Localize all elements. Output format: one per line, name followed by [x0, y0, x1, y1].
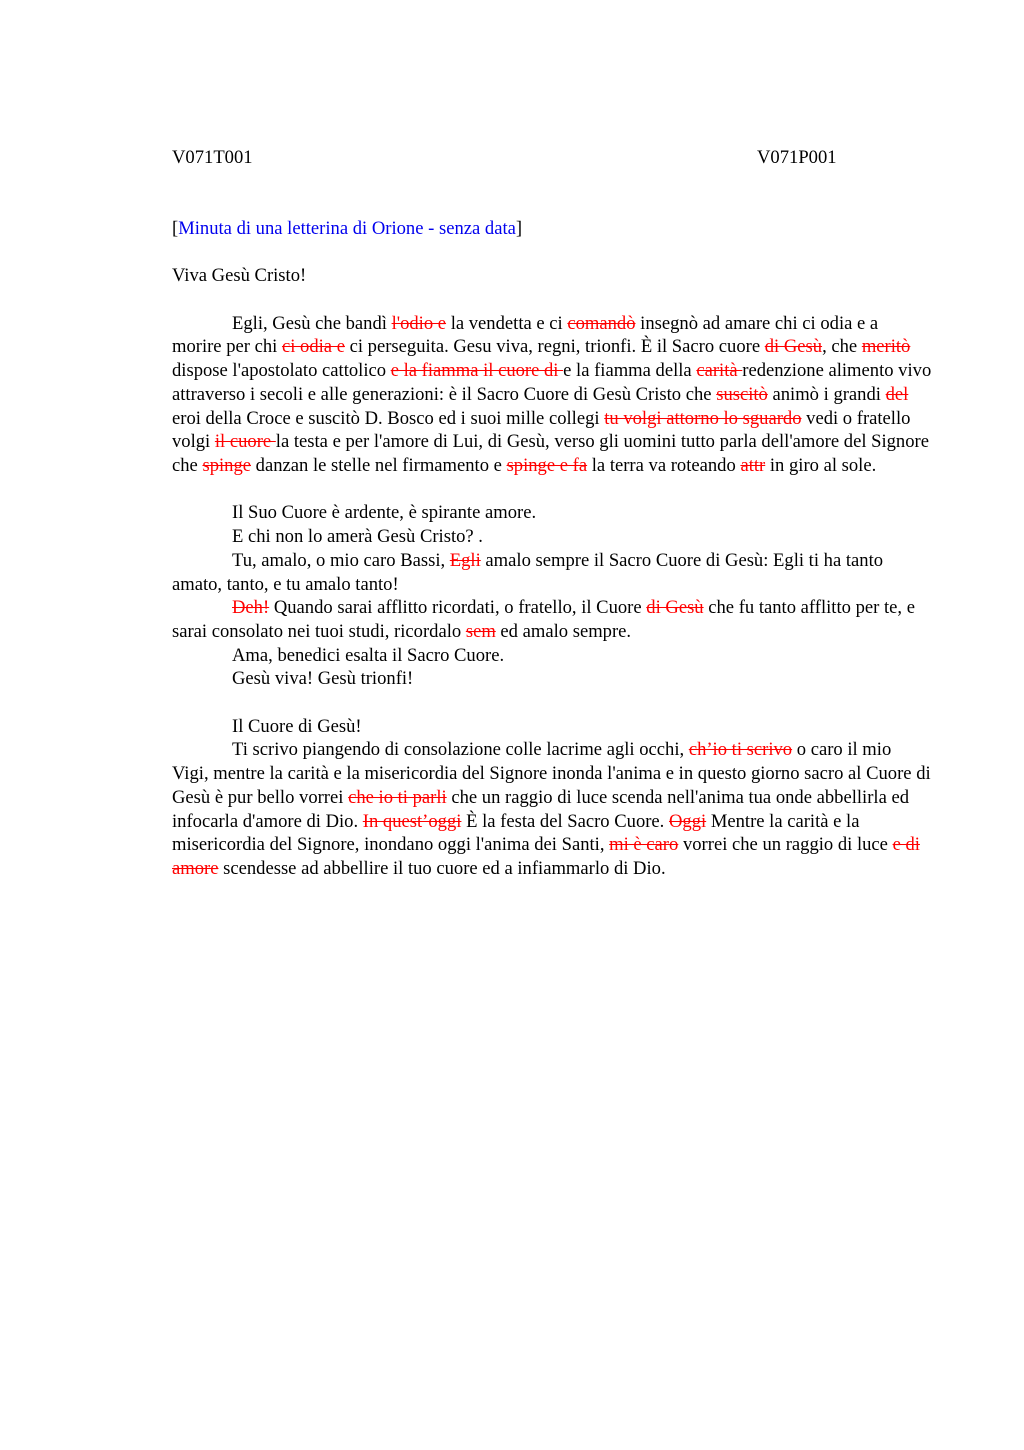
text-segment: eroi della Croce e suscitò D. Bosco ed i suoi mille collegi [172, 407, 605, 429]
title-open-bracket: [ [172, 218, 179, 239]
text-segment: animò i grandi [767, 383, 886, 405]
deleted-text: In quest’oggi [362, 810, 462, 832]
text-segment: che fu tanto afflitto per te, e sarai consolato nei tuoi studi, ricordalo [172, 597, 915, 642]
text-segment: Il Suo Cuore è ardente, è spirante amore. [232, 502, 537, 524]
deleted-text: mi è caro [609, 834, 679, 856]
deleted-text: del [885, 383, 909, 405]
letter-paragraphs [172, 312, 932, 881]
text-segment: scendesse ad abbellire il tuo cuore ed a infiammarlo di Dio. [218, 857, 666, 879]
text-segment: in giro al sole. [765, 455, 877, 476]
document-title [172, 217, 932, 241]
deleted-text: suscitò [716, 383, 768, 405]
text-segment: e la fiamma della [563, 360, 697, 382]
text-segment: Ama, benedici esalta il Sacro Cuore. [232, 644, 505, 666]
deleted-text: spinge [202, 455, 251, 476]
deleted-text: ch’io ti scrivo [688, 739, 793, 761]
paragraph [172, 312, 932, 478]
text-segment: ci perseguita. Gesu viva, regni, trionfi. È il Sacro cuore [344, 336, 765, 358]
text-segment: insegnò ad amare chi ci odia e a morire per chi [172, 312, 879, 358]
text-segment: È la festa del Sacro Cuore. [461, 810, 669, 832]
deleted-text: tu volgi attorno lo sguardo [604, 407, 802, 429]
text-segment: Ti scrivo piangendo di consolazione colle lacrime agli occhi, [232, 739, 689, 761]
paragraph [172, 501, 932, 525]
text-segment: ed amalo sempre. [495, 620, 632, 642]
document-body [172, 217, 932, 881]
text-segment: E chi non lo amerà Gesù Cristo? . [232, 526, 483, 548]
deleted-text: e la fiamma il cuore di [390, 360, 564, 382]
title-close-bracket: ] [515, 218, 523, 239]
greeting: Viva Gesù Cristo! [172, 265, 307, 287]
text-segment: danzan le stelle nel firmamento e [251, 455, 507, 476]
paragraph [172, 738, 932, 880]
deleted-text: l'odio e [391, 312, 447, 334]
paragraph [172, 596, 932, 643]
text-segment: Quando sarai afflitto ricordati, o fratello, il Cuore [269, 597, 647, 619]
deleted-text: di Gesù [646, 597, 704, 619]
title-text: Minuta di una letterina di Orione - senza data [178, 218, 516, 239]
text-segment: Egli, Gesù che bandì [232, 312, 392, 334]
text-segment: redenzione alimento vivo attraverso i secoli e alle generazioni: è il Sacro Cuore di Gesù Cristo che [172, 360, 932, 405]
deleted-text: di Gesù [764, 336, 823, 358]
text-segment: dispose l'apostolato cattolico [172, 360, 391, 382]
text-segment: o caro il mio Vigi, mentre la carità e la misericordia del Signore inonda l'anima e in questo giorno sacro al Cuore di Gesù è pur bello vorrei [172, 739, 931, 808]
deleted-text: meritò [861, 336, 911, 358]
text-segment: che un raggio di luce scenda nell'anima tua onde abbellirla ed infocarla d'amore di Dio. [172, 786, 910, 832]
text-segment: la terra va roteando [587, 455, 741, 476]
deleted-text: Egli [449, 549, 481, 571]
paragraph [172, 644, 932, 668]
deleted-text: ci odia e [281, 336, 345, 358]
text-segment: vorrei che un raggio di luce [678, 834, 893, 856]
deleted-text: e di amore [172, 834, 920, 879]
deleted-text: attr [740, 455, 766, 476]
deleted-text: spinge e fa [506, 455, 588, 476]
text-segment: Mentre la carità e la misericordia del Signore, inondano oggi l'anima dei Santi, [172, 810, 860, 856]
text-segment: , che [822, 336, 862, 358]
deleted-text: comandò [567, 312, 636, 334]
deleted-text: carità [696, 360, 743, 382]
deleted-text: Deh! [232, 597, 270, 619]
paragraph [172, 667, 932, 691]
deleted-text: sem [465, 620, 496, 642]
text-segment: la testa e per l'amore di Lui, di Gesù, verso gli uomini tutto parla dell'amore del Signore che [172, 431, 929, 476]
paragraph [172, 549, 932, 596]
text-segment: vedi o fratello volgi [172, 407, 911, 453]
text-segment: amalo sempre il Sacro Cuore di Gesù: Egli ti ha tanto amato, tanto, e tu amalo tanto! [172, 549, 884, 595]
document-code-right: V071P001 [757, 147, 837, 168]
text-segment: la vendetta e ci [446, 312, 568, 334]
deleted-text: Oggi [668, 810, 707, 832]
paragraph [172, 715, 932, 739]
document-code-left: V071T001 [172, 147, 253, 168]
deleted-text: che io ti parli [348, 786, 447, 808]
text-segment: Tu, amalo, o mio caro Bassi, [232, 549, 450, 571]
paragraph [172, 525, 932, 549]
text-segment: Gesù viva! Gesù trionfi! [232, 668, 414, 690]
text-segment: Il Cuore di Gesù! [232, 715, 362, 737]
deleted-text: il cuore [214, 431, 276, 453]
